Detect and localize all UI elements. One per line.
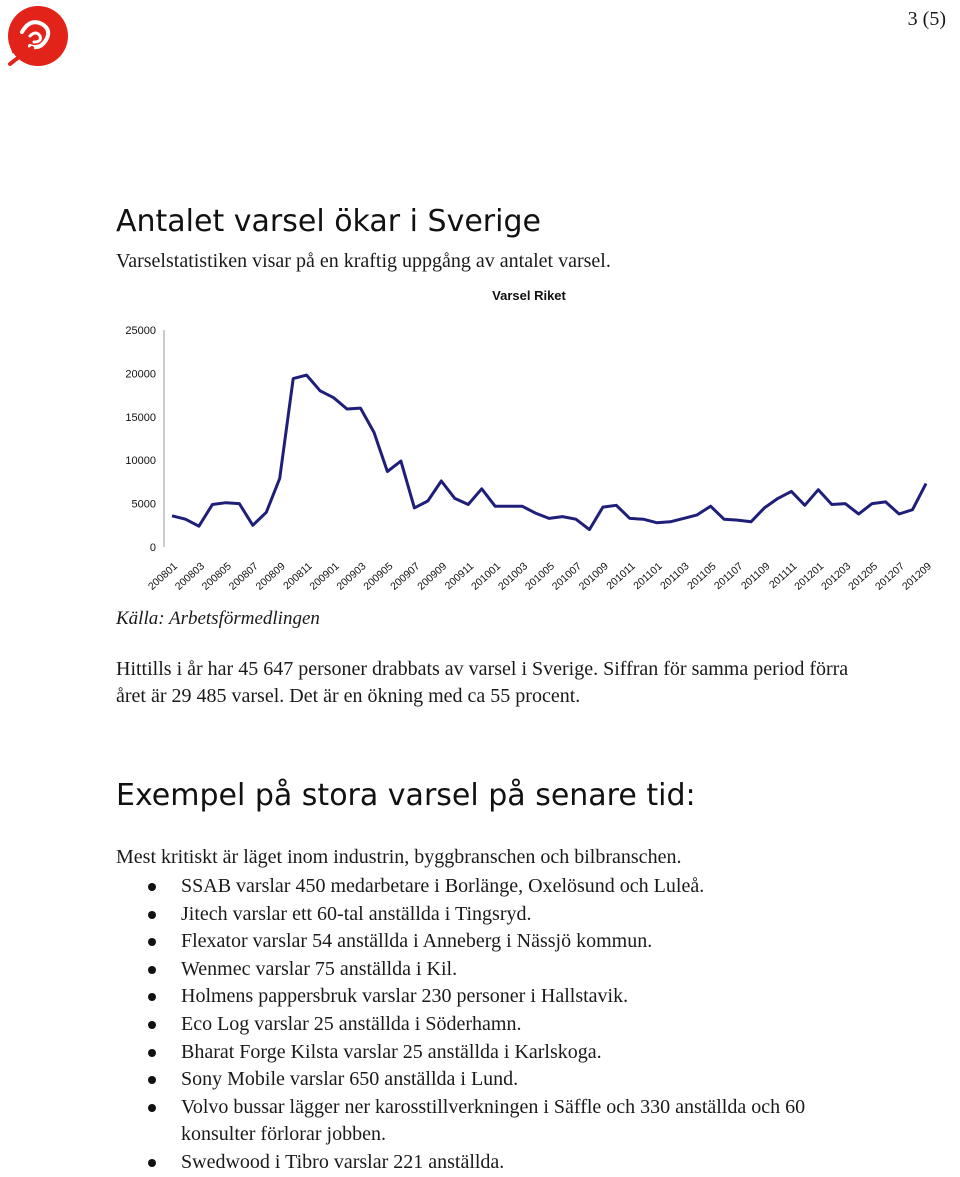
chart-source: Källa: Arbetsförmedlingen [116,608,320,629]
x-tick-label: 201011 [604,560,638,593]
rose-logo-icon [2,2,72,72]
list-item: Flexator varslar 54 anställda i Anneberg i Nässjö kommun. [116,928,856,956]
x-tick-label: 201205 [846,560,881,593]
x-tick-label: 200801 [145,560,181,593]
x-tick-label: 201101 [631,560,665,593]
section-title: Antalet varsel ökar i Sverige [116,204,541,239]
x-tick-label: 200811 [281,560,315,593]
x-tick-label: 201203 [819,560,854,593]
y-tick-label: 0 [149,542,156,554]
list-item: Jitech varslar ett 60-tal anställda i Tingsryd. [116,901,856,929]
x-tick-label: 200901 [307,560,342,593]
x-tick-label: 200911 [442,560,477,593]
x-tick-label: 201007 [549,560,584,593]
layoff-list [116,873,856,1177]
x-tick-label: 201201 [792,560,827,593]
list-item: Wenmec varslar 75 anställda i Kil. [116,956,856,984]
y-tick-label: 20000 [125,368,156,381]
list-item: Holmens pappersbruk varslar 230 personer i Hallstavik. [116,983,856,1011]
varsel-line-chart [0,280,960,610]
x-tick-label: 201207 [873,560,908,593]
list-item: SSAB varslar 450 medarbetare i Borlänge, Oxelösund och Luleå. [116,873,856,901]
x-tick-label: 201111 [767,560,800,592]
list-item: Eco Log varslar 25 anställda i Söderhamn. [116,1011,856,1039]
x-tick-label: 200805 [199,560,234,593]
y-tick-label: 25000 [125,325,156,337]
y-tick-label: 15000 [125,411,156,424]
x-tick-label: 201005 [522,560,558,593]
x-tick-label: 200807 [226,560,261,593]
list-item: Sony Mobile varslar 650 anställda i Lund. [116,1066,856,1094]
page-number: 3 (5) [907,8,946,30]
summary-paragraph: Hittills i år har 45 647 personer drabbats av varsel i Sverige. Siffran för samma period förra året är 29 485 varsel. Det är en ökning med ca 55 procent. [116,658,849,707]
x-tick-label: 201001 [469,560,504,593]
y-tick-label: 5000 [131,498,156,511]
x-tick-label: 200809 [253,560,288,593]
x-tick-label: 201209 [899,560,935,593]
examples-title: Exempel på stora varsel på senare tid: [116,778,696,813]
x-tick-label: 200903 [334,560,369,593]
x-tick-label: 200905 [361,560,396,593]
y-tick-label: 10000 [125,455,156,468]
list-item: Bharat Forge Kilsta varslar 25 anställda i Karlskoga. [116,1039,856,1067]
list-item: Swedwood i Tibro varslar 221 anställda. [116,1149,856,1177]
examples-intro: Mest kritiskt är läget inom industrin, byggbranschen och bilbranschen. [116,846,682,868]
list-item: Volvo bussar lägger ner karosstillverkningen i Säffle och 330 anställda och 60 konsulter förlorar jobben. [116,1094,856,1149]
x-tick-label: 200909 [415,560,450,593]
x-tick-label: 201003 [496,560,531,593]
chart-title: Varsel Riket [492,288,566,303]
series-line-varsel-riket [172,375,926,529]
x-tick-label: 200907 [388,560,423,593]
x-tick-label: 201105 [685,560,719,593]
section-subtitle: Varselstatistiken visar på en kraftig uppgång av antalet varsel. [116,250,611,272]
x-tick-label: 200803 [172,560,207,593]
x-tick-label: 201009 [576,560,611,593]
x-tick-label: 201103 [658,560,692,593]
x-tick-label: 201109 [738,560,773,593]
x-tick-label: 201107 [712,560,746,593]
